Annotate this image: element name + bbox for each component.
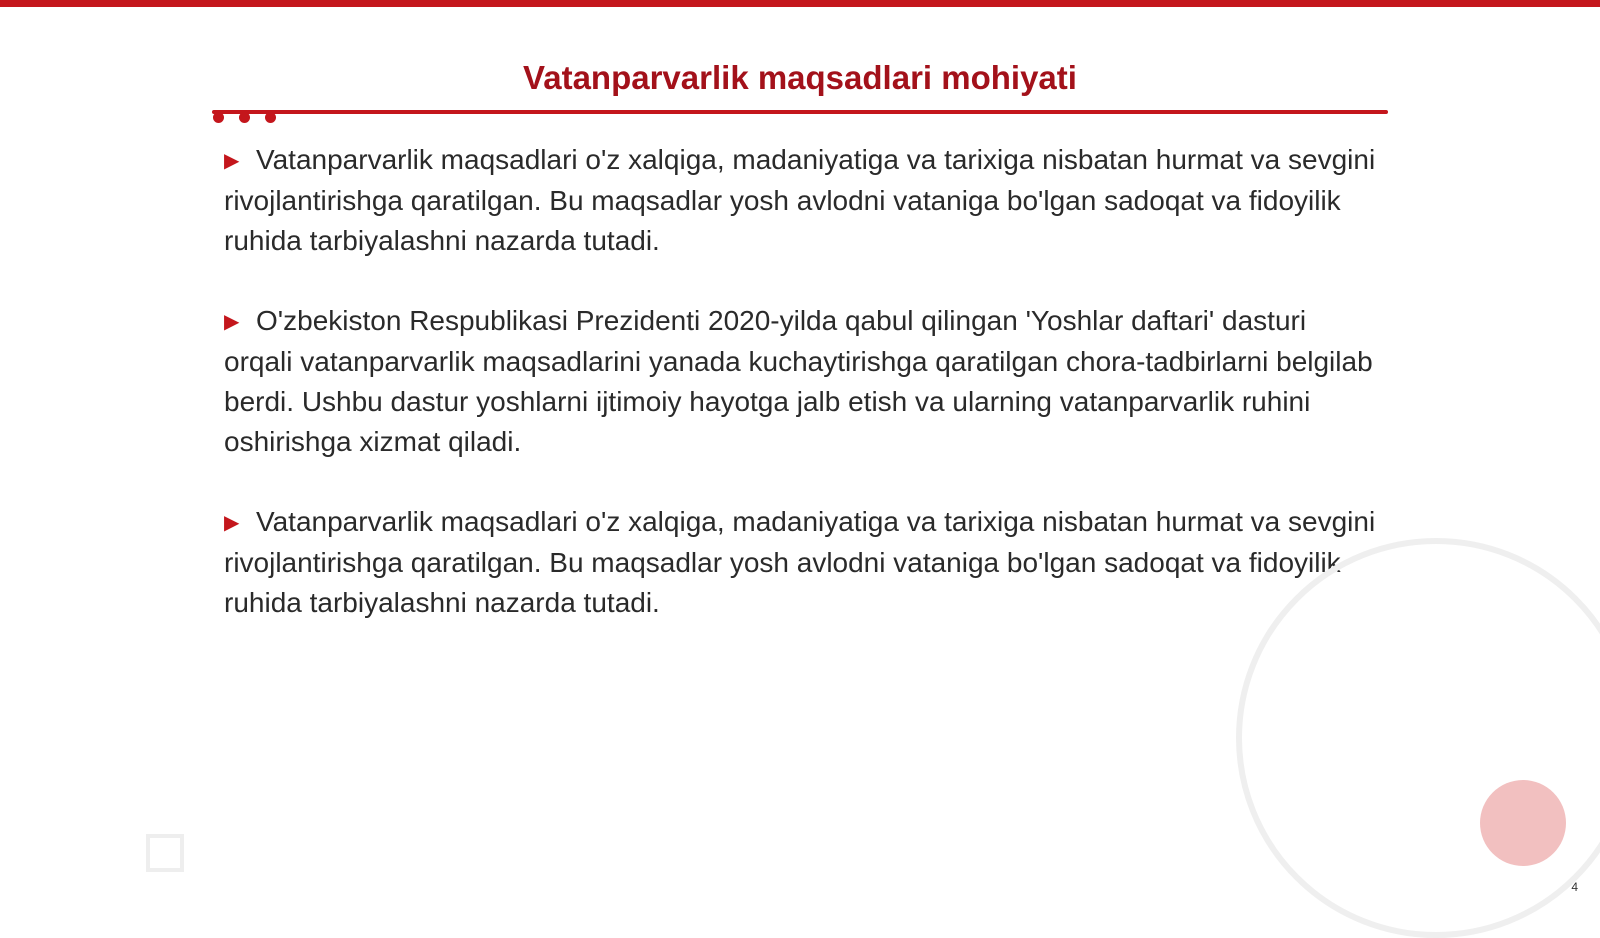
decor-dot [239, 112, 250, 123]
bullet-text: Vatanparvarlik maqsadlari o'z xalqiga, madaniyatiga va tarixiga nisbatan hurmat va sevgini rivojlantirishga qaratilgan. Bu maqsadlar yosh avlodni vataniga bo'lgan sadoqat va fidoyilik ruhida tarbiyalashni nazarda tutadi. [224, 506, 1376, 618]
bullet-item [224, 301, 1380, 462]
decor-pink-circle [1480, 780, 1566, 866]
page-number: 4 [1571, 880, 1578, 894]
bullet-text: Vatanparvarlik maqsadlari o'z xalqiga, madaniyatiga va tarixiga nisbatan hurmat va sevgini rivojlantirishga qaratilgan. Bu maqsadlar yosh avlodni vataniga bo'lgan sadoqat va fidoyilik ruhida tarbiyalashni nazarda tutadi. [224, 144, 1376, 256]
decor-dot [213, 112, 224, 123]
decor-square [146, 834, 184, 872]
title-underline [212, 110, 1388, 114]
slide-title: Vatanparvarlik maqsadlari mohiyati [523, 59, 1077, 96]
bullet-text: O'zbekiston Respublikasi Prezidenti 2020-yilda qabul qilingan 'Yoshlar daftari' dasturi orqali vatanparvarlik maqsadlarini yanada kuchaytirishga qaratilgan chora-tadbirlarni belgilab berdi. Ushbu dastur yoshlarni ijtimoiy hayotga jalb etish va ularning vatanparvarlik ruhini oshirishga xizmat qiladi. [224, 305, 1373, 457]
bullet-item [224, 140, 1380, 261]
triangle-bullet-icon: ▶ [224, 150, 240, 172]
decor-dot [265, 112, 276, 123]
triangle-bullet-icon: ▶ [224, 512, 240, 534]
triangle-bullet-icon: ▶ [224, 311, 240, 333]
top-accent-bar [0, 0, 1600, 7]
bullet-list [224, 140, 1380, 663]
bullet-item [224, 502, 1380, 623]
